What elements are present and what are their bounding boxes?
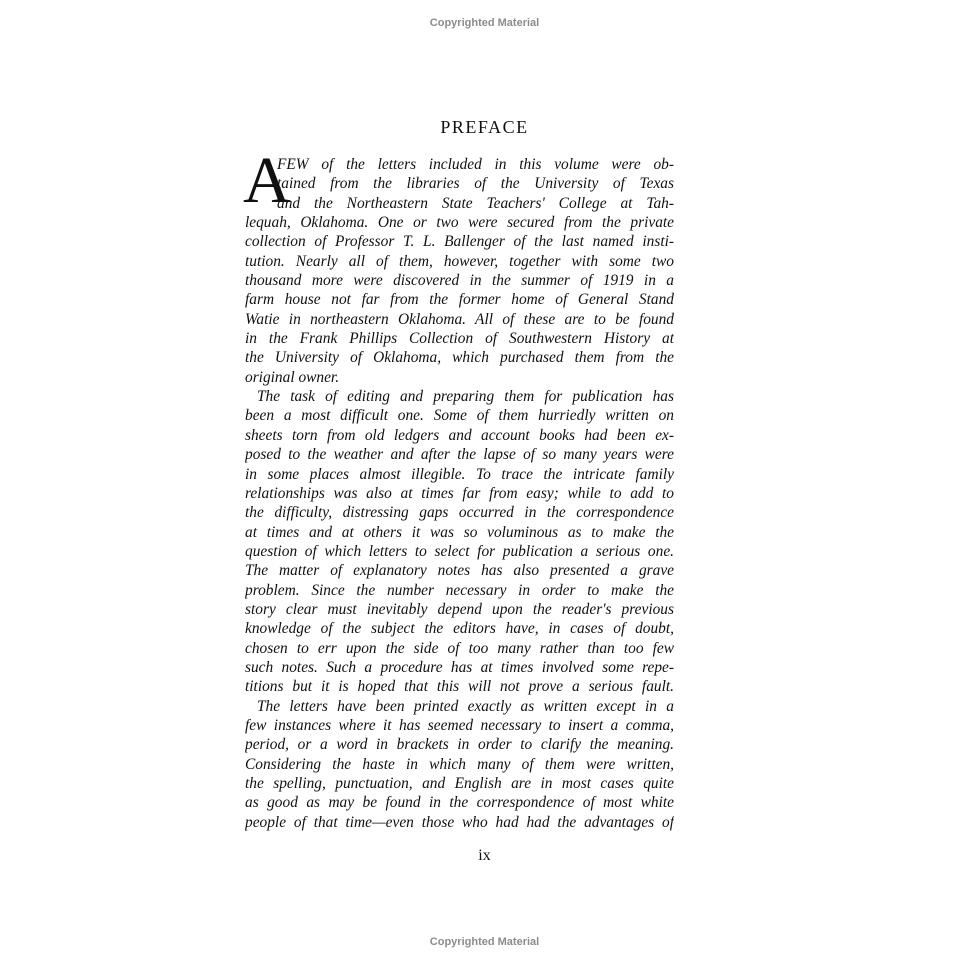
text-line: thousand more were discovered in the summer of 1919 in a: [245, 272, 674, 290]
text-line: knowledge of the subject the editors have, in cases of doubt,: [245, 620, 674, 638]
text-line: relationships was also at times far from easy; while to add to: [245, 484, 674, 502]
page-title: PREFACE: [440, 117, 529, 137]
text-line: FEW of the letters included in this volume were ob-: [277, 156, 674, 173]
text-line: people of that time—even those who had had the advantages of: [245, 813, 674, 831]
paragraph: [245, 387, 674, 697]
text-line: The task of editing and preparing them for publication has: [257, 388, 674, 406]
text-line: posed to the weather and after the lapse of so many years were: [245, 446, 674, 464]
text-line: period, or a word in brackets in order to clarify the meaning.: [245, 736, 674, 754]
text-line: few instances where it has seemed necessary to insert a comma,: [245, 716, 674, 734]
text-line: question of which letters to select for publication a serious one.: [245, 542, 674, 560]
text-line: in the Frank Phillips Collection of Southwestern History at: [245, 330, 674, 348]
text-line: The letters have been printed exactly as written except in a: [257, 697, 674, 715]
text-line: farm house not far from the former home of General Stand: [245, 291, 674, 309]
text-line: Considering the haste in which many of them were written,: [245, 755, 674, 773]
text-line: at times and at others it was so voluminous as to make the: [245, 523, 674, 541]
text-line: and the Northeastern State Teachers' College at Tah-: [277, 194, 674, 212]
text-line: The matter of explanatory notes has also presented a grave: [245, 562, 674, 580]
text-line: Watie in northeastern Oklahoma. All of these are to be found: [245, 310, 674, 328]
text-line: story clear must inevitably depend upon the reader's previous: [245, 600, 674, 618]
paragraph: [245, 155, 674, 387]
text-line: sheets torn from old ledgers and account books had been ex-: [245, 426, 674, 444]
text-line: the spelling, punctuation, and English are in most cases quite: [245, 775, 674, 792]
text-line: original owner.: [245, 368, 340, 386]
copyright-watermark-top: Copyrighted Material: [429, 17, 540, 29]
text-line: been a most difficult one. Some of them hurriedly written on: [245, 407, 674, 425]
text-line: the difficulty, distressing gaps occurred in the correspondence: [245, 504, 674, 522]
text-line: the University of Oklahoma, which purchased them from the: [245, 349, 674, 367]
text-line: such notes. Such a procedure has at times involved some repe-: [245, 658, 674, 676]
text-line: lequah, Oklahoma. One or two were secured from the private: [245, 214, 674, 232]
text-line: collection of Professor T. L. Ballenger of the last named insti-: [245, 233, 674, 251]
preface-body: [245, 155, 674, 832]
text-line: chosen to err upon the side of too many rather than too few: [245, 639, 674, 657]
text-line: problem. Since the number necessary in order to make the: [245, 581, 674, 599]
page-number: ix: [478, 847, 491, 864]
drop-cap: A: [243, 144, 291, 217]
text-line: tained from the libraries of the University of Texas: [277, 175, 674, 193]
text-line: in some places almost illegible. To trace the intricate family: [245, 465, 674, 483]
text-line: as good as may be found in the correspondence of most white: [245, 794, 674, 812]
text-line: titions but it is hoped that this will not prove a serious fault.: [245, 678, 674, 696]
text-line: tution. Nearly all of them, however, together with some two: [245, 252, 674, 270]
copyright-watermark-bottom: Copyrighted Material: [429, 936, 540, 948]
paragraph: [245, 697, 674, 832]
